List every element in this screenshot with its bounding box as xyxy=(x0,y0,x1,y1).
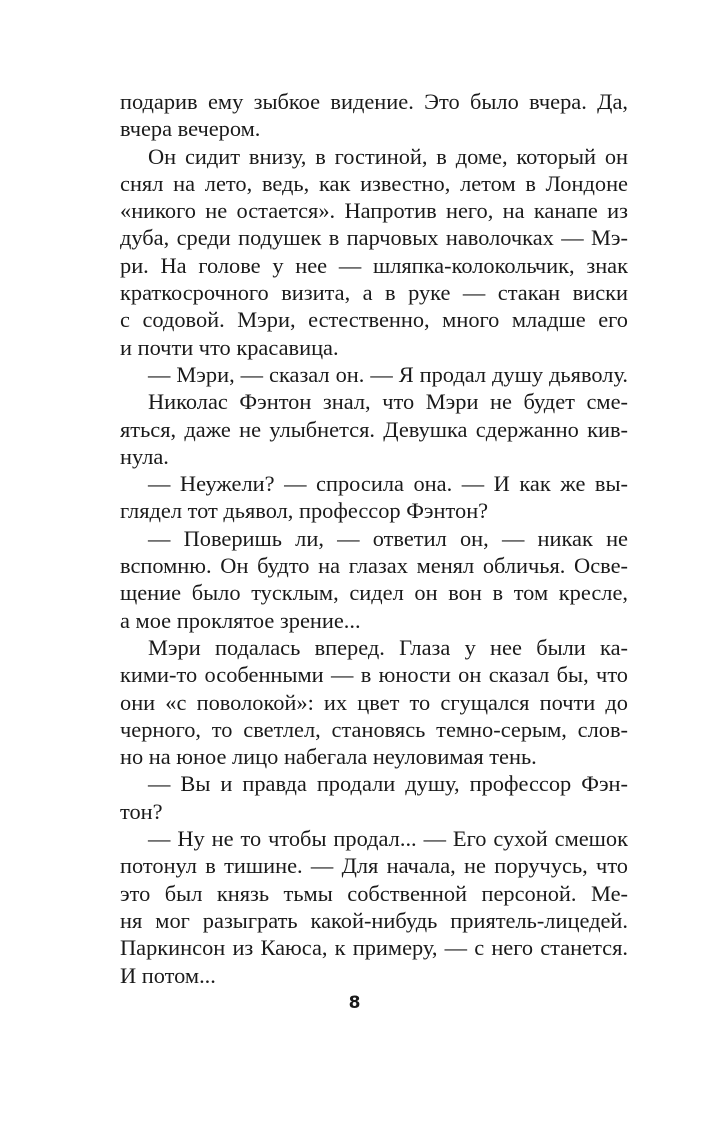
text-line: глядел тот дьявол, профессор Фэнтон? xyxy=(120,498,489,524)
text-line: Мэри подалась вперед. Глаза у нее были ка- xyxy=(148,634,628,660)
text-line: подарив ему зыбкое видение. Это было вчера. Да, xyxy=(120,89,628,114)
text-line: Паркинсон из Каюса, к примеру, — с него станется. xyxy=(120,935,628,961)
text-line: — Мэри, — сказал он. — Я продал душу дьяволу. xyxy=(148,361,628,387)
text-line: — Поверишь ли, — ответил он, — никак не xyxy=(148,525,628,551)
page-number: 8 xyxy=(348,993,361,1013)
text-line: они «с поволокой»: их цвет то сгущался почти до xyxy=(120,689,628,715)
body-text xyxy=(120,88,628,989)
text-line: и почти что красавица. xyxy=(120,334,339,360)
text-line: вчера вечером. xyxy=(120,116,261,142)
text-line: это был князь тьмы собственной персоной. Ме- xyxy=(120,880,628,906)
text-line: щение было тусклым, сидел он вон в том кресле, xyxy=(120,580,628,606)
text-line: — Вы и правда продали душу, профессор Фэн- xyxy=(148,771,628,797)
text-line: вспомню. Он будто на глазах менял обличья. Осве- xyxy=(120,553,628,579)
text-line: дуба, среди подушек в парчовых наволочках — Мэ- xyxy=(120,225,628,251)
text-line: И потом... xyxy=(120,962,216,988)
text-line: — Ну не то чтобы продал... — Его сухой смешок xyxy=(148,826,628,852)
text-line: «никого не остается». Напротив него, на канапе из xyxy=(120,198,628,224)
text-line: Николас Фэнтон знал, что Мэри не будет сме- xyxy=(148,389,628,415)
text-line: ри. На голове у нее — шляпка-колокольчик, знак xyxy=(120,252,628,278)
text-line: но на юное лицо набегала неуловимая тень. xyxy=(120,744,537,770)
text-line: потонул в тишине. — Для начала, не поручусь, что xyxy=(120,853,628,879)
text-line: снял на лето, ведь, как известно, летом в Лондоне xyxy=(120,170,628,196)
text-line: черного, то светлел, становясь темно-серым, слов- xyxy=(120,716,628,742)
text-line: а мое проклятое зрение... xyxy=(120,607,361,633)
text-line: краткосрочного визита, а в руке — стакан виски xyxy=(120,280,628,306)
text-line: яться, даже не улыбнется. Девушка сдержанно кив- xyxy=(120,416,628,442)
text-line: Он сидит внизу, в гостиной, в доме, который он xyxy=(148,143,628,169)
text-line: ня мог разыграть какой-нибудь приятель-лицедей. xyxy=(120,907,628,933)
text-line: нула. xyxy=(120,443,169,469)
text-line: с содовой. Мэри, естественно, много младше его xyxy=(120,307,628,333)
text-line: — Неужели? — спросила она. — И как же вы- xyxy=(148,471,628,497)
text-line: кими-то особенными — в юности он сказал бы, что xyxy=(120,662,628,688)
text-line: тон? xyxy=(120,798,163,824)
